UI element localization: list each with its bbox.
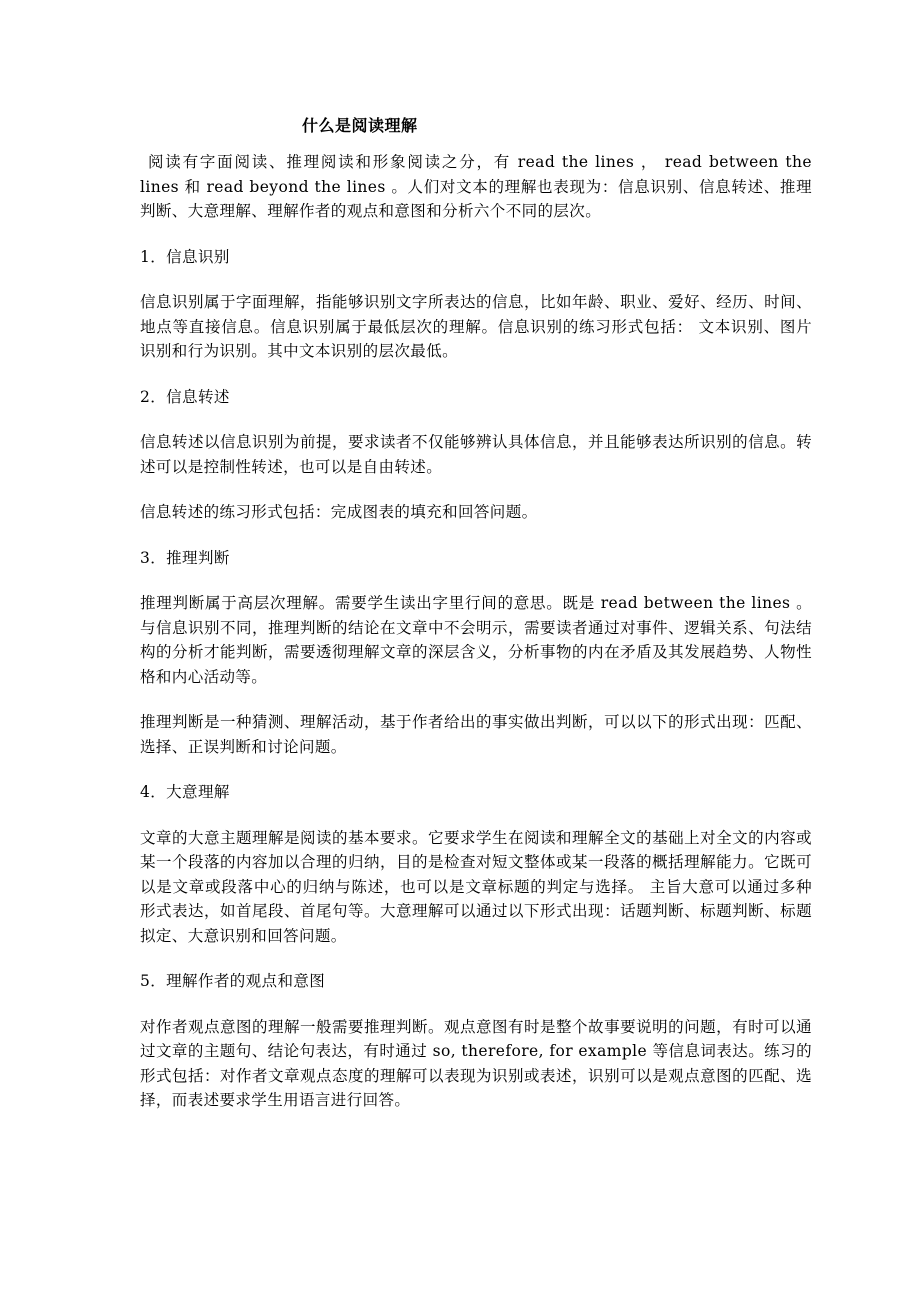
section-paragraph: 文章的大意主题理解是阅读的基本要求。它要求学生在阅读和理解全文的基础上对全文的内容或某一个段落的内容加以合理的归纳，目的是检查对短文整体或某一段落的概括理解能力。它既可以是文章或段落中心的归纳与陈述，也可以是文章标题的判定与选择。 主旨大意可以通过多种形式表达，如首尾段、首尾句等。大意理解可以通过以下形式出现：话题判断、标题判断、标题拟定、大意识别和回答问题。 xyxy=(140,828,812,945)
section-paragraph: 推理判断属于高层次理解。需要学生读出字里行间的意思。既是 read between the lines 。与信息识别不同，推理判断的结论在文章中不会明示，需要读者通过对事件、逻辑关系、句法结构的分析才能判断，需要透彻理解文章的深层含义，分析事物的内在矛盾及其发展趋势、人物性格和内心活动等。 xyxy=(140,594,812,686)
section-main-idea xyxy=(140,780,812,948)
section-heading: 3．推理判断 xyxy=(140,548,230,567)
document-title: 什么是阅读理解 xyxy=(302,116,418,135)
section-inference xyxy=(140,546,812,760)
section-paragraph: 信息转述的练习形式包括：完成图表的填充和回答问题。 xyxy=(140,503,538,521)
section-heading: 4．大意理解 xyxy=(140,783,230,801)
section-heading: 5．理解作者的观点和意图 xyxy=(140,972,326,990)
section-information-recognition xyxy=(140,245,812,364)
section-information-retelling xyxy=(140,385,812,525)
section-paragraph: 信息识别属于字面理解，指能够识别文字所表达的信息，比如年龄、职业、爱好、经历、时间、地点等直接信息。信息识别属于最低层次的理解。信息识别的练习形式包括： 文本识别、图片识别和行为识别。其中文本识别的层次最低。 xyxy=(140,293,812,360)
section-paragraph: 对作者观点意图的理解一般需要推理判断。观点意图有时是整个故事要说明的问题，有时可以通过文章的主题句、结论句表达，有时通过 so, therefore, for example 等信息词表达。练习的形式包括：对作者文章观点态度的理解可以表现为识别或表述，识别可以是观点意图的匹配、选择，而表述要求学生用语言进行回答。 xyxy=(140,1017,812,1109)
section-paragraph: 信息转述以信息识别为前提，要求读者不仅能够辨认具体信息，并且能够表达所识别的信息。转述可以是控制性转述，也可以是自由转述。 xyxy=(140,433,812,476)
section-author-intent xyxy=(140,969,812,1113)
intro-paragraph: 阅读有字面阅读、推理阅读和形象阅读之分，有 read the lines ， read between the lines 和 read beyond the lines 。人们对文本的理解也表现为：信息识别、信息转述、推理判断、大意理解、理解作者的观点和意图和分析六个不同的层次。 xyxy=(140,153,812,220)
section-heading: 2．信息转述 xyxy=(140,387,230,406)
section-heading: 1．信息识别 xyxy=(140,247,230,266)
section-paragraph: 推理判断是一种猜测、理解活动，基于作者给出的事实做出判断，可以以下的形式出现：匹配、选择、正误判断和讨论问题。 xyxy=(140,713,812,756)
document-page xyxy=(140,110,812,1134)
